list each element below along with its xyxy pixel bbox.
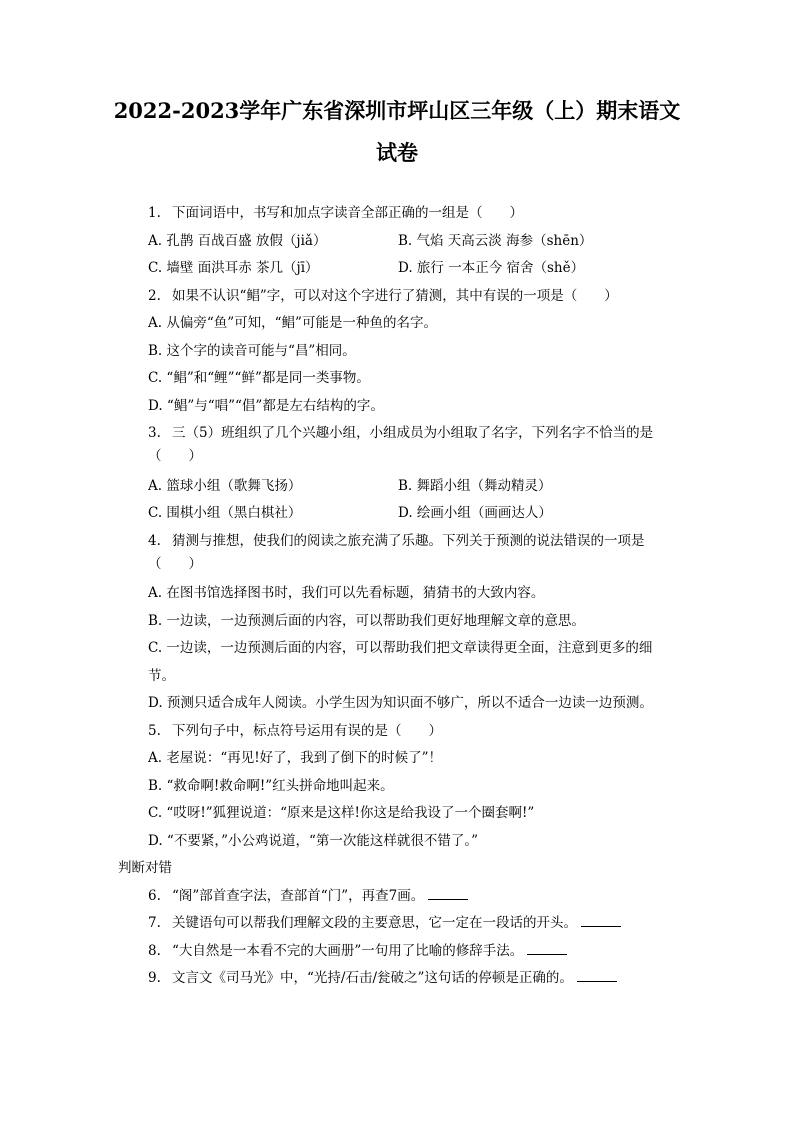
question-text: “阁”部首查字法，查部首“门”，再查7画。: [172, 887, 425, 904]
question-3-options-row2: [148, 500, 678, 528]
question-number: 5.: [148, 722, 161, 739]
question-text: 文言文《司马光》中，“光持/石击/瓮破之”这句话的停顿是正确的。: [172, 970, 573, 986]
option-c: C. 墙壁 面洪耳赤 茶几（jī）: [148, 260, 319, 276]
question-5: [148, 718, 678, 746]
option-a: A. 篮球小组（歌舞飞扬）: [148, 477, 302, 494]
option-d: D. 绘画小组（画画达人）: [398, 505, 552, 521]
option-c-cont: 节。: [148, 667, 175, 684]
question-text: “大自然是一本看不完的大画册”一句用了比喻的修辞手法。: [172, 942, 524, 959]
answer-blank[interactable]: [581, 914, 621, 927]
question-2: [148, 283, 678, 311]
option-a: A. 老屋说：“再见!好了，我到了倒下的时候了”！: [148, 750, 443, 766]
question-text: 下列句子中，标点符号运用有误的是（ ）: [172, 722, 442, 739]
question-6: [148, 883, 678, 911]
question-3-text-cont: （ ）: [148, 448, 202, 464]
option-d: D. “鲳”与“唱”“倡”都是左右结构的字。: [148, 397, 384, 414]
question-3-options-row1: [148, 473, 678, 501]
question-1-options-row2: [148, 255, 678, 283]
question-text: 猜测与推想，使我们的阅读之旅充满了乐趣。下列关于预测的说法错误的一项是: [172, 532, 645, 549]
exam-content: [118, 200, 678, 993]
question-8: [148, 938, 678, 966]
question-text: 关键语句可以帮我们理解文段的主要意思，它一定在一段话的开头。: [172, 915, 577, 931]
question-7: [148, 910, 678, 938]
question-number: 7.: [148, 915, 161, 931]
option-c: C. 围棋小组（黑白棋社）: [148, 505, 302, 521]
question-4-text-cont: （ ）: [148, 555, 202, 572]
question-number: 3.: [148, 425, 161, 441]
option-d: D. “不要紧，”小公鸡说道，“第一次能这样就很不错了。”: [148, 832, 479, 849]
question-number: 2.: [148, 287, 161, 304]
answer-blank[interactable]: [527, 942, 567, 955]
option-c: C. 一边读，一边预测后面的内容，可以帮助我们把文章读得更全面，注意到更多的细: [148, 640, 653, 656]
answer-blank[interactable]: [428, 887, 468, 900]
option-b: B. 舞蹈小组（舞动精灵）: [398, 477, 552, 494]
option-b: B. 气焰 天高云淡 海参（shēn）: [398, 232, 593, 249]
answer-blank[interactable]: [577, 969, 617, 982]
question-number: 4.: [148, 532, 161, 549]
option-b: B. “救命啊!救命啊!”红头拼命地叫起来。: [148, 777, 394, 794]
option-c: C. “哎呀!”狐狸说道：“原来是这样!你这是给我设了一个圈套啊!”: [148, 805, 535, 821]
question-number: 1.: [148, 205, 161, 221]
option-a: A. 在图书馆选择图书时，我们可以先看标题，猜猜书的大致内容。: [148, 585, 545, 601]
question-9: [148, 965, 678, 993]
option-a: A. 孔鹊 百战百盛 放假（jiǎ）: [148, 232, 327, 249]
option-b: B. 一边读，一边预测后面的内容，可以帮助我们更好地理解文章的意思。: [148, 612, 586, 629]
question-text: 下面词语中，书写和加点字读音全部正确的一组是（ ）: [172, 205, 523, 221]
question-1: [148, 200, 678, 228]
option-d: D. 旅行 一本正今 宿舍（shě）: [398, 260, 585, 276]
exam-title-line2: 试卷: [376, 140, 418, 165]
question-number: 6.: [148, 887, 161, 904]
option-b: B. 这个字的读音可能与“昌”相同。: [148, 342, 356, 359]
section-heading-true-false: 判断对错: [118, 860, 172, 876]
option-a: A. 从偏旁“鱼”可知，“鲳”可能是一种鱼的名字。: [148, 315, 437, 331]
exam-title-line1: 2022-2023学年广东省深圳市坪山区三年级（上）期末语文: [113, 98, 681, 123]
option-c: C. “鲳”和“鲤”“鲜”都是同一类事物。: [148, 370, 370, 386]
option-d: D. 预测只适合成年人阅读。小学生因为知识面不够广，所以不适合一边读一边预测。: [148, 695, 653, 711]
question-number: 9.: [148, 970, 161, 986]
question-text: 如果不认识“鲳”字，可以对这个字进行了猜测，其中有误的一项是（ ）: [172, 287, 618, 304]
question-1-options-row1: [148, 228, 678, 256]
question-4: [148, 528, 678, 553]
question-3: [148, 420, 678, 445]
question-text: 三（5）班组织了几个兴趣小组，小组成员为小组取了名字，下列名字不恰当的是: [172, 425, 654, 441]
question-number: 8.: [148, 942, 161, 959]
